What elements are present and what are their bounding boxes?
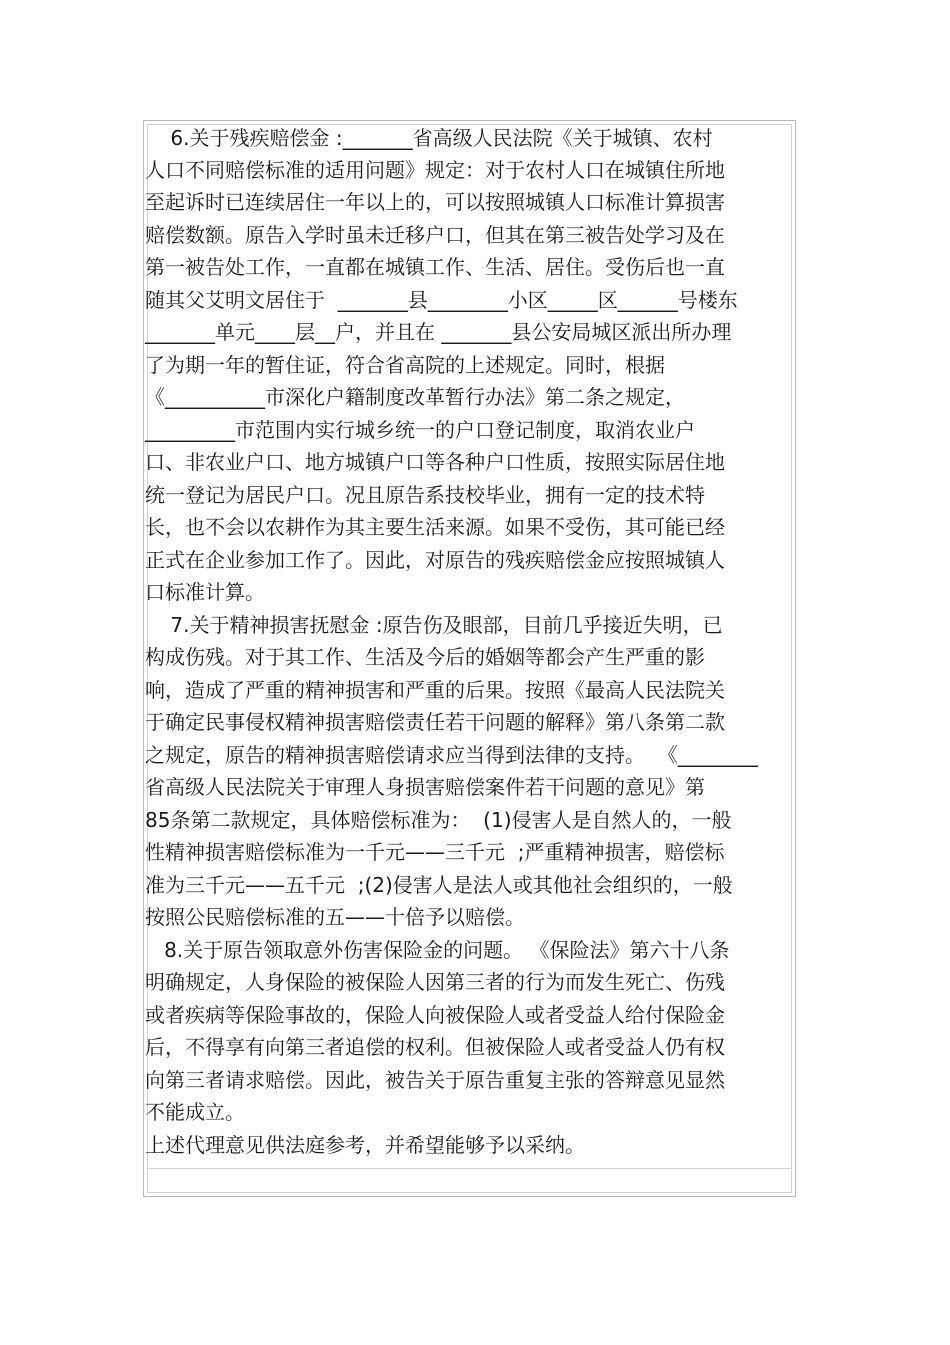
text-line: 统一登记为居民户口。况且原告系技校毕业，拥有一定的技术特 — [145, 483, 705, 507]
text-line: 《__________市深化户籍制度改革暂行办法》第二条之规定， — [145, 385, 685, 409]
text-line: 向第三者请求赔偿。因此，被告关于原告重复主张的答辩意见显然 — [145, 1068, 725, 1092]
text-line: 了为期一年的暂住证，符合省高院的上述规定。同时，根据 — [145, 353, 665, 377]
text-line: 构成伤残。对于其工作、生活及今后的婚姻等都会产生严重的影 — [145, 645, 705, 669]
document-frame-footer-rule — [147, 1168, 792, 1169]
text-line: 正式在企业参加工作了。因此，对原告的残疾赔偿金应按照城镇人 — [145, 548, 725, 572]
text-line: 于确定民事侵权精神损害赔偿责任若干问题的解释》第八条第二款 — [145, 710, 725, 734]
text-line: 后，不得享有向第三者追偿的权利。但被保险人或者受益人仍有权 — [145, 1035, 725, 1059]
text-line: 省高级人民法院关于审理人身损害赔偿案件若干问题的意见》第 — [145, 775, 705, 799]
text-line: 随其父艾明文居住于 _______县________小区_____区______号楼东 — [145, 288, 738, 312]
text-line: 明确规定，人身保险的被保险人因第三者的行为而发生死亡、伤残 — [145, 970, 725, 994]
text-line: 口、非农业户口、地方城镇户口等各种户口性质，按照实际居住地 — [145, 450, 725, 474]
text-line: 8.关于原告领取意外伤害保险金的问题。 《保险法》第六十八条 — [145, 938, 730, 962]
text-line: _________市范围内实行城乡统一的户口登记制度，取消农业户 — [145, 418, 695, 442]
text-line: 赔偿数额。原告入学时虽未迁移户口，但其在第三被告处学习及在 — [145, 223, 725, 247]
text-line: 准为三千元——五千元 ;(2)侵害人是法人或其他社会组织的，一般 — [145, 873, 733, 897]
text-line: 85条第二款规定，具体赔偿标准为： (1)侵害人是自然人的，一般 — [145, 808, 732, 832]
text-line: 7.关于精神损害抚慰金 :原告伤及眼部，目前几乎接近失明，已 — [145, 613, 723, 637]
text-line: 人口不同赔偿标准的适用问题》规定：对于农村人口在城镇住所地 — [145, 158, 725, 182]
text-line: 按照公民赔偿标准的五——十倍予以赔偿。 — [145, 905, 525, 929]
text-line: 长，也不会以农耕作为其主要生活来源。如果不受伤，其可能已经 — [145, 515, 725, 539]
text-line: 口标准计算。 — [145, 580, 265, 604]
text-line: 至起诉时已连续居住一年以上的，可以按照城镇人口标准计算损害 — [145, 190, 725, 214]
text-line: 上述代理意见供法庭参考，并希望能够予以采纳。 — [145, 1133, 585, 1157]
text-line: 之规定，原告的精神损害赔偿请求应当得到法律的支持。 《________ — [145, 743, 758, 767]
text-line: 第一被告处工作，一直都在城镇工作、生活、居住。受伤后也一直 — [145, 255, 725, 279]
text-line: 性精神损害赔偿标准为一千元——三千元 ;严重精神损害，赔偿标 — [145, 840, 725, 864]
text-line: _______单元____层__户，并且在 _______县公安局城区派出所办理 — [145, 320, 732, 344]
text-line: 或者疾病等保险事故的，保险人向被保险人或者受益人给付保险金 — [145, 1003, 725, 1027]
text-line: 6.关于残疾赔偿金 :_______省高级人民法院《关于城镇、农村 — [145, 126, 713, 150]
text-line: 不能成立。 — [145, 1100, 245, 1124]
text-line: 响，造成了严重的精神损害和严重的后果。按照《最高人民法院关 — [145, 678, 725, 702]
